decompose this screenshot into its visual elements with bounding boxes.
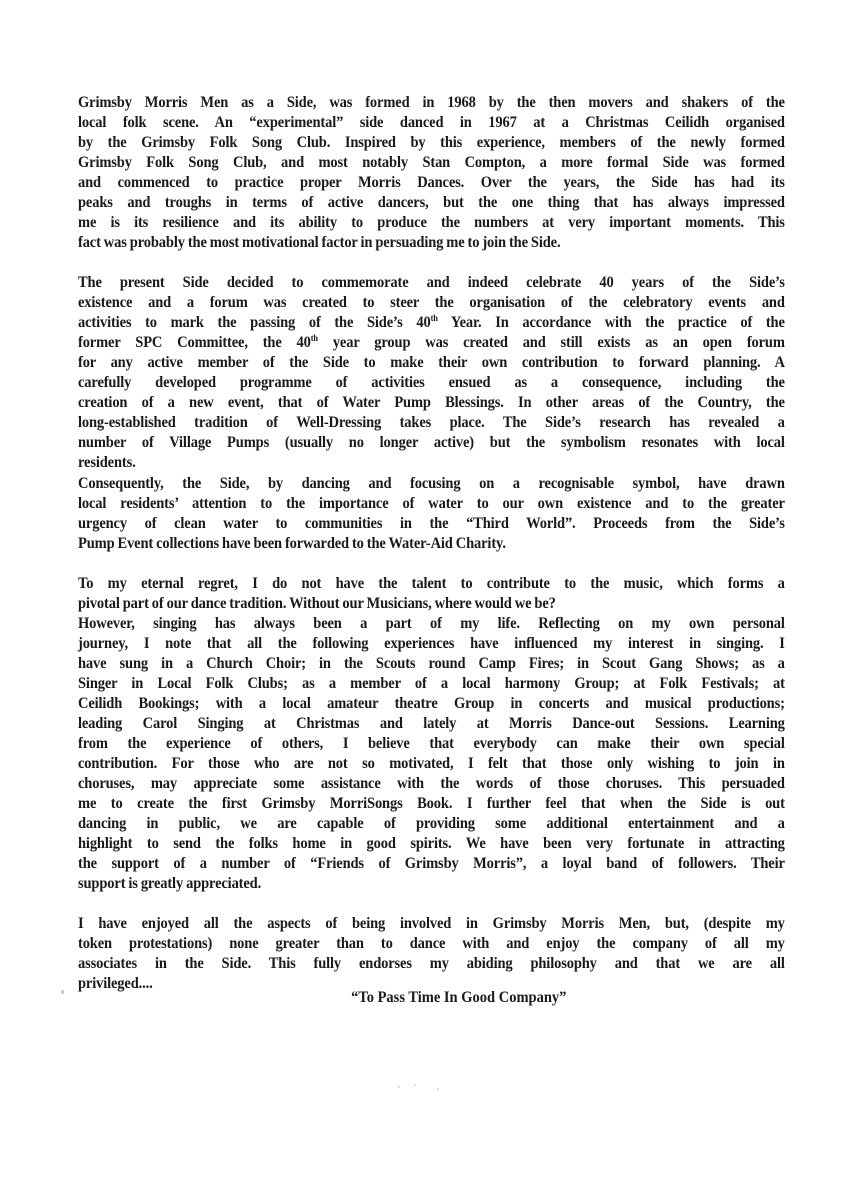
text-line: peaks and troughs in terms of active dancers, but the one thing that has always impressed [78,194,785,211]
text-line: by the Grimsby Folk Song Club. Inspired by this experience, members of the newly formed [78,134,785,151]
text-line: me to create the first Grimsby MorriSongs Book. I further feel that when the Side is out [78,795,785,812]
text-line: Singer in Local Folk Clubs; as a member of a local harmony Group; at Folk Festivals; at [78,675,785,692]
text-line: I have enjoyed all the aspects of being involved in Grimsby Morris Men, but, (despite my [78,915,785,932]
text-line: Grimsby Morris Men as a Side, was formed in 1968 by the then movers and shakers of the [78,94,785,111]
scan-speck [61,990,64,994]
text-line: Consequently, the Side, by dancing and focusing on a recognisable symbol, have drawn [78,475,785,492]
text-line: journey, I note that all the following experiences have influenced my interest in singing. I [78,635,785,652]
text-line: urgency of clean water to communities in the “Third World”. Proceeds from the Side’s [78,515,785,532]
text-line: local residents’ attention to the importance of water to our own existence and to the greater [78,495,785,512]
text-line: Pump Event collections have been forwarded to the Water-Aid Charity. [78,535,506,552]
text-line: activities to mark the passing of the Side’s 40th Year. In accordance with the practice of the [78,313,785,331]
text-line: The present Side decided to commemorate and indeed celebrate 40 years of the Side’s [78,274,785,291]
text-line: residents. [78,454,136,471]
motto-quote [0,988,848,1008]
text-line: Grimsby Folk Song Club, and most notably Stan Compton, a more formal Side was formed [78,154,785,171]
text-line: local folk scene. An “experimental” side danced in 1967 at a Christmas Ceilidh organised [78,114,785,131]
text-line: and commenced to practice proper Morris Dances. Over the years, the Side has had its [78,174,785,191]
text-line: for any active member of the Side to make their own contribution to forward planning. A [78,354,785,371]
text-line: long-established tradition of Well-Dressing takes place. The Side’s research has revealed a [78,414,785,431]
text-line: creation of a new event, that of Water Pump Blessings. In other areas of the Country, the [78,394,785,411]
text-line: privileged.... [78,975,153,992]
scan-dot [414,1084,416,1086]
superscript: th [310,333,318,343]
text-line: former SPC Committee, the 40th year group was created and still exists as an open forum [78,333,785,351]
text-line: dancing in public, we are capable of providing some additional entertainment and a [78,815,785,832]
text-line: number of Village Pumps (usually no longer active) but the symbolism resonates with local [78,434,785,451]
motto-text: “To Pass Time In Good Company” [351,989,567,1006]
text-line: existence and a forum was created to steer the organisation of the celebratory events and [78,294,785,311]
scan-dot [437,1088,439,1090]
text-line: choruses, may appreciate some assistance with the words of those choruses. This persuaded [78,775,785,792]
text-line: have sung in a Church Choir; in the Scouts round Camp Fires; in Scout Gang Shows; as a [78,655,785,672]
text-line: pivotal part of our dance tradition. Without our Musicians, where would we be? [78,595,556,612]
text-line: from the experience of others, I believe that everybody can make their own special [78,735,785,752]
text-line: the support of a number of “Friends of Grimsby Morris”, a loyal band of followers. Their [78,855,785,872]
text-line: However, singing has always been a part of my life. Reflecting on my own personal [78,615,785,632]
text-line: associates in the Side. This fully endorses my abiding philosophy and that we are all [78,955,785,972]
text-line: Ceilidh Bookings; with a local amateur theatre Group in concerts and musical productions; [78,695,785,712]
text-line: highlight to send the folks home in good spirits. We have been very fortunate in attracting [78,835,785,852]
text-line: me is its resilience and its ability to produce the numbers at very important moments. This [78,214,785,231]
scan-dot [398,1086,400,1088]
text-line: To my eternal regret, I do not have the talent to contribute to the music, which forms a [78,575,785,592]
superscript: th [430,313,438,323]
text-line: token protestations) none greater than to dance with and enjoy the company of all my [78,935,785,952]
text-line: carefully developed programme of activities ensued as a consequence, including the [78,374,785,391]
text-line: leading Carol Singing at Christmas and lately at Morris Dance-out Sessions. Learning [78,715,785,732]
text-line: contribution. For those who are not so motivated, I felt that those only wishing to join in [78,755,785,772]
text-line: support is greatly appreciated. [78,875,262,892]
text-line: fact was probably the most motivational factor in persuading me to join the Side. [78,234,561,251]
